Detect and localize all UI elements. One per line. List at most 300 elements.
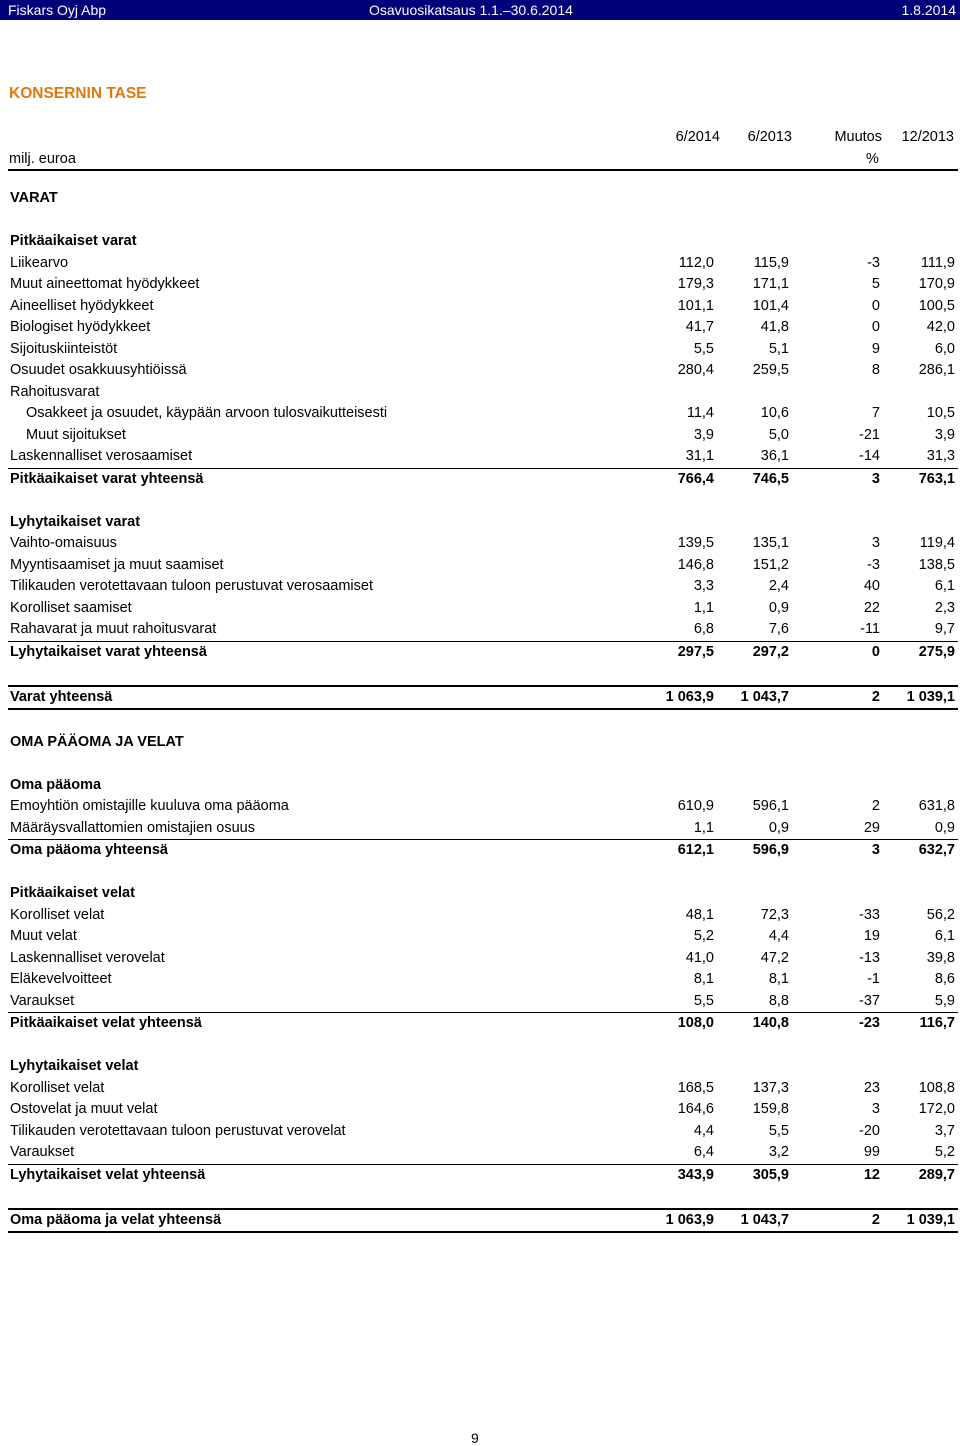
value-change-pct: 0 <box>871 297 880 314</box>
value-6-2013: 171,1 <box>752 276 789 292</box>
value-6-2014: 280,4 <box>677 362 714 378</box>
table-row <box>8 382 958 404</box>
value-6-2013: 0,9 <box>768 599 789 616</box>
value-6-2014: 1 063,9 <box>642 1209 717 1233</box>
value-6-2014: 5,2 <box>693 928 714 944</box>
value-6-2014: 1,1 <box>642 818 717 840</box>
value-6-2014: 343,9 <box>677 1166 714 1183</box>
value-change-pct: -1 <box>867 971 880 987</box>
row-label: Oma pääoma ja velat yhteensä <box>8 1209 642 1233</box>
row-label: Sijoituskiinteistöt <box>10 340 118 357</box>
table-row <box>8 1209 958 1233</box>
value-6-2013 <box>717 775 792 797</box>
value-6-2013: 8,8 <box>717 991 792 1013</box>
table-row <box>8 296 958 318</box>
row-label: Lyhytaikaiset varat yhteensä <box>10 643 207 660</box>
value-6-2014: 3,9 <box>693 426 714 443</box>
value-change-pct: -3 <box>867 556 880 573</box>
value-6-2014: 4,4 <box>693 1122 714 1139</box>
value-6-2013: 3,2 <box>717 1142 792 1164</box>
table-row <box>8 1099 958 1121</box>
value-12-2013: 286,1 <box>918 362 955 378</box>
table-row <box>8 339 958 361</box>
value-6-2014 <box>642 753 717 775</box>
row-label: Vaihto-omaisuus <box>10 535 117 551</box>
row-label: Muut sijoitukset <box>26 426 126 443</box>
value-6-2013 <box>717 382 792 404</box>
value-6-2013 <box>717 883 792 905</box>
balance-sheet-table <box>8 188 958 1233</box>
value-change-pct: 5 <box>871 276 880 292</box>
row-label: Tilikauden verotettavaan tuloon perustuvat verovelat <box>10 1122 346 1139</box>
value-6-2014: 108,0 <box>677 1015 714 1031</box>
value-6-2013 <box>717 862 792 884</box>
table-row <box>8 840 958 862</box>
value-change-pct <box>792 753 883 775</box>
value-12-2013: 6,1 <box>934 578 955 594</box>
value-change-pct <box>792 512 883 534</box>
table-row <box>8 948 958 970</box>
row-label <box>8 1186 642 1209</box>
table-row <box>8 231 958 253</box>
value-change-pct: 7 <box>871 405 880 421</box>
row-label: Oma pääoma yhteensä <box>10 842 168 858</box>
value-6-2013 <box>717 490 792 512</box>
value-6-2013 <box>717 1035 792 1057</box>
value-change-pct: 0 <box>871 643 880 660</box>
value-change-pct: 99 <box>792 1142 883 1164</box>
value-6-2014: 8,1 <box>693 971 714 987</box>
value-6-2014 <box>642 188 717 210</box>
table-row <box>8 188 958 210</box>
value-12-2013: 56,2 <box>926 906 955 923</box>
value-12-2013 <box>883 210 958 232</box>
table-row <box>8 686 958 710</box>
value-12-2013 <box>883 382 958 404</box>
value-6-2013: 5,5 <box>768 1122 789 1139</box>
value-12-2013: 31,3 <box>883 446 958 468</box>
row-label: Määräysvallattomien omistajien osuus <box>8 818 642 840</box>
value-6-2014: 112,0 <box>678 254 714 271</box>
row-label: Tilikauden verotettavaan tuloon perustuvat verosaamiset <box>10 578 373 594</box>
value-change-pct: 3 <box>871 1101 880 1117</box>
table-row <box>8 969 958 991</box>
column-header-percent: % <box>866 151 879 167</box>
value-change-pct: -23 <box>859 1015 880 1031</box>
value-6-2013 <box>717 188 792 210</box>
value-6-2013: 47,2 <box>760 949 789 966</box>
value-6-2013 <box>717 753 792 775</box>
value-6-2013: 259,5 <box>752 362 789 378</box>
row-label: Oma pääoma <box>10 776 102 793</box>
value-6-2014 <box>642 1035 717 1057</box>
column-header-6-2014: 6/2014 <box>675 129 720 145</box>
value-6-2014: 3,3 <box>693 578 714 594</box>
value-6-2013: 135,1 <box>752 535 789 551</box>
value-6-2014: 11,4 <box>686 405 714 421</box>
value-12-2013: 100,5 <box>918 297 955 314</box>
row-label: VARAT <box>10 190 58 206</box>
table-row <box>8 317 958 339</box>
value-6-2013: 101,4 <box>752 297 789 314</box>
value-6-2014: 610,9 <box>677 798 714 814</box>
value-12-2013: 631,8 <box>918 798 955 814</box>
column-header-6-2013: 6/2013 <box>747 129 792 145</box>
value-12-2013 <box>883 490 958 512</box>
value-12-2013: 42,0 <box>926 319 955 335</box>
value-change-pct: -20 <box>859 1122 880 1139</box>
value-12-2013: 2,3 <box>934 599 955 616</box>
row-label: Osuudet osakkuusyhtiöissä <box>10 362 187 378</box>
value-12-2013: 6,1 <box>934 928 955 944</box>
value-12-2013: 289,7 <box>918 1166 955 1183</box>
value-change-pct <box>792 883 883 905</box>
value-6-2014: 146,8 <box>677 556 714 573</box>
table-row <box>8 555 958 577</box>
value-change-pct: -11 <box>792 619 883 641</box>
value-12-2013 <box>883 709 958 732</box>
value-change-pct <box>792 188 883 210</box>
row-label <box>8 862 642 884</box>
value-6-2014: 297,5 <box>677 643 714 660</box>
value-6-2014: 164,6 <box>677 1101 714 1117</box>
value-12-2013 <box>883 1035 958 1057</box>
report-date: 1.8.2014 <box>901 2 956 18</box>
value-change-pct <box>792 382 883 404</box>
spacer-row <box>8 663 958 686</box>
value-12-2013 <box>883 775 958 797</box>
value-change-pct <box>792 775 883 797</box>
value-6-2013: 140,8 <box>752 1015 789 1031</box>
column-header-muutos: Muutos <box>834 129 882 145</box>
value-6-2013 <box>717 231 792 253</box>
value-12-2013: 632,7 <box>918 842 955 858</box>
value-6-2014: 48,1 <box>685 906 714 923</box>
value-6-2013 <box>717 512 792 534</box>
table-row <box>8 991 958 1013</box>
value-12-2013: 0,9 <box>883 818 958 840</box>
row-label: Lyhytaikaiset velat yhteensä <box>10 1166 206 1183</box>
value-6-2013: 72,3 <box>760 906 789 923</box>
value-12-2013: 275,9 <box>918 643 955 660</box>
table-row <box>8 576 958 598</box>
value-6-2014: 168,5 <box>677 1079 714 1096</box>
value-6-2013: 8,1 <box>768 971 789 987</box>
company-name: Fiskars Oyj Abp <box>8 2 107 18</box>
value-change-pct: 0 <box>871 319 880 335</box>
column-header-12-2013: 12/2013 <box>901 129 954 145</box>
value-12-2013 <box>883 883 958 905</box>
value-12-2013 <box>883 1056 958 1078</box>
spacer-row <box>8 753 958 775</box>
value-change-pct: 2 <box>871 798 880 814</box>
table-row <box>8 598 958 620</box>
value-6-2013: 151,2 <box>752 556 789 573</box>
value-6-2013 <box>717 663 792 686</box>
value-12-2013: 763,1 <box>918 470 955 487</box>
row-label <box>8 753 642 775</box>
value-change-pct: -33 <box>859 906 880 923</box>
row-label: Osakkeet ja osuudet, käypään arvoon tulosvaikutteisesti <box>26 405 388 421</box>
value-6-2014 <box>642 775 717 797</box>
table-row <box>8 274 958 296</box>
value-6-2014 <box>642 732 717 754</box>
value-12-2013: 3,9 <box>934 426 955 443</box>
table-row <box>8 641 958 663</box>
table-row <box>8 533 958 555</box>
value-6-2013 <box>717 1186 792 1209</box>
value-6-2014: 41,0 <box>685 949 714 966</box>
row-label: Eläkevelvoitteet <box>10 971 112 987</box>
row-label: OMA PÄÄOMA JA VELAT <box>10 733 184 750</box>
table-row <box>8 1078 958 1100</box>
value-12-2013 <box>883 1186 958 1209</box>
row-label: Muut aineettomat hyödykkeet <box>10 276 200 292</box>
spacer-row <box>8 490 958 512</box>
value-12-2013: 5,9 <box>883 991 958 1013</box>
table-row <box>8 468 958 490</box>
table-row <box>8 1142 958 1164</box>
value-6-2014: 139,5 <box>677 535 714 551</box>
table-row <box>8 1056 958 1078</box>
row-label: Pitkäaikaiset varat yhteensä <box>10 470 204 487</box>
value-12-2013 <box>883 231 958 253</box>
row-label: Varat yhteensä <box>8 686 642 710</box>
table-row <box>8 1121 958 1143</box>
row-label: Korolliset saamiset <box>10 599 132 616</box>
value-change-pct: 9 <box>871 340 880 357</box>
table-row <box>8 403 958 425</box>
value-change-pct <box>792 663 883 686</box>
value-6-2014: 5,5 <box>642 991 717 1013</box>
value-6-2013: 596,1 <box>752 798 789 814</box>
value-change-pct: 2 <box>792 686 883 710</box>
row-label <box>8 210 642 232</box>
value-6-2013: 159,8 <box>752 1101 789 1117</box>
value-change-pct <box>792 1035 883 1057</box>
table-row <box>8 1164 958 1186</box>
value-12-2013 <box>883 188 958 210</box>
value-12-2013 <box>883 663 958 686</box>
value-6-2013: 596,9 <box>752 842 789 858</box>
value-change-pct <box>792 490 883 512</box>
value-6-2014 <box>642 490 717 512</box>
value-12-2013: 116,7 <box>919 1015 955 1031</box>
value-6-2014 <box>642 512 717 534</box>
row-label: Varaukset <box>8 1142 642 1164</box>
value-12-2013: 1 039,1 <box>883 1209 958 1233</box>
value-change-pct: 23 <box>863 1079 880 1096</box>
row-label: Korolliset velat <box>10 906 105 923</box>
value-change-pct: -3 <box>867 254 880 271</box>
value-change-pct <box>792 732 883 754</box>
value-12-2013: 39,8 <box>926 949 955 966</box>
row-label: Lyhytaikaiset velat <box>10 1058 139 1074</box>
value-12-2013: 172,0 <box>918 1101 955 1117</box>
value-6-2013: 5,0 <box>768 426 789 443</box>
value-6-2013: 0,9 <box>717 818 792 840</box>
value-6-2013 <box>717 1056 792 1078</box>
table-row <box>8 512 958 534</box>
header-rule <box>8 169 958 171</box>
row-label <box>8 709 642 732</box>
value-6-2013 <box>717 709 792 732</box>
value-12-2013: 5,2 <box>883 1142 958 1164</box>
value-6-2013: 41,8 <box>760 319 789 335</box>
value-6-2014: 31,1 <box>642 446 717 468</box>
row-label: Pitkäaikaiset velat <box>10 885 135 901</box>
table-row <box>8 446 958 468</box>
table-row <box>8 905 958 927</box>
value-6-2013: 305,9 <box>752 1166 789 1183</box>
value-6-2014 <box>642 663 717 686</box>
value-6-2013: 10,6 <box>760 405 789 421</box>
value-6-2014: 6,8 <box>642 619 717 641</box>
value-6-2014 <box>642 883 717 905</box>
page-number: 9 <box>471 1430 479 1446</box>
value-change-pct: 22 <box>863 599 880 616</box>
row-label: Pitkäaikaiset velat yhteensä <box>10 1015 202 1031</box>
row-label: Muut velat <box>10 928 77 944</box>
value-12-2013: 108,8 <box>918 1079 955 1096</box>
value-6-2013: 1 043,7 <box>717 1209 792 1233</box>
value-6-2014: 1,1 <box>693 599 714 616</box>
value-6-2013: 115,9 <box>753 254 789 271</box>
value-12-2013: 8,6 <box>934 971 955 987</box>
value-6-2013: 36,1 <box>717 446 792 468</box>
value-change-pct <box>792 1186 883 1209</box>
value-6-2013: 297,2 <box>752 643 789 660</box>
row-label: Myyntisaamiset ja muut saamiset <box>10 556 224 573</box>
spacer-row <box>8 709 958 732</box>
value-change-pct: 29 <box>792 818 883 840</box>
spacer-row <box>8 210 958 232</box>
value-12-2013: 1 039,1 <box>883 686 958 710</box>
value-12-2013: 10,5 <box>926 405 955 421</box>
value-change-pct: 3 <box>871 470 880 487</box>
row-label: Emoyhtiön omistajille kuuluva oma pääoma <box>10 798 289 814</box>
value-change-pct: -21 <box>859 426 880 443</box>
row-label <box>8 663 642 686</box>
value-6-2014 <box>642 862 717 884</box>
row-label: Aineelliset hyödykkeet <box>10 297 154 314</box>
value-change-pct: 8 <box>871 362 880 378</box>
table-row <box>8 818 958 840</box>
value-12-2013 <box>883 753 958 775</box>
value-6-2014 <box>642 210 717 232</box>
table-row <box>8 926 958 948</box>
value-change-pct <box>792 862 883 884</box>
table-row <box>8 1013 958 1035</box>
value-12-2013 <box>883 732 958 754</box>
value-6-2014 <box>642 709 717 732</box>
value-change-pct <box>792 1056 883 1078</box>
row-label <box>8 1035 642 1057</box>
table-row <box>8 796 958 818</box>
row-label: Varaukset <box>8 991 642 1013</box>
row-label: Liikearvo <box>10 254 69 271</box>
value-12-2013: 111,9 <box>920 254 955 271</box>
value-change-pct: 12 <box>863 1166 880 1183</box>
table-row <box>8 253 958 275</box>
row-label: Lyhytaikaiset varat <box>10 513 141 530</box>
row-label: Rahavarat ja muut rahoitusvarat <box>8 619 642 641</box>
value-change-pct: 3 <box>871 535 880 551</box>
value-6-2013: 4,4 <box>768 928 789 944</box>
value-change-pct: 19 <box>863 928 880 944</box>
value-6-2014 <box>642 1186 717 1209</box>
value-12-2013: 138,5 <box>918 556 955 573</box>
value-6-2014: 179,3 <box>677 276 714 292</box>
value-6-2013: 746,5 <box>752 470 789 487</box>
spacer-row <box>8 1035 958 1057</box>
value-change-pct <box>792 709 883 732</box>
value-change-pct: 40 <box>863 578 880 594</box>
table-row <box>8 360 958 382</box>
value-12-2013: 9,7 <box>883 619 958 641</box>
value-change-pct <box>792 231 883 253</box>
spacer-row <box>8 1186 958 1209</box>
row-label <box>8 490 642 512</box>
value-6-2014 <box>642 231 717 253</box>
value-6-2013: 2,4 <box>768 578 789 594</box>
page-title: KONSERNIN TASE <box>9 85 147 102</box>
value-6-2014: 612,1 <box>677 842 714 858</box>
value-change-pct: -14 <box>792 446 883 468</box>
value-12-2013: 119,4 <box>919 535 955 551</box>
unit-label: milj. euroa <box>9 151 76 167</box>
value-6-2013 <box>717 210 792 232</box>
value-12-2013 <box>883 862 958 884</box>
row-label: Laskennalliset verovelat <box>10 949 165 966</box>
value-6-2014 <box>642 1056 717 1078</box>
value-change-pct <box>792 210 883 232</box>
spacer-row <box>8 862 958 884</box>
value-12-2013: 170,9 <box>918 276 955 292</box>
value-12-2013 <box>883 512 958 534</box>
row-label: Rahoitusvarat <box>10 383 100 400</box>
value-change-pct: -37 <box>792 991 883 1013</box>
value-6-2014 <box>642 382 717 404</box>
value-6-2014: 41,7 <box>685 319 714 335</box>
table-row <box>8 619 958 641</box>
row-label: Biologiset hyödykkeet <box>10 319 151 335</box>
report-header-bar <box>0 0 960 20</box>
value-6-2014: 101,1 <box>677 297 714 314</box>
table-row <box>8 425 958 447</box>
value-6-2014: 6,4 <box>642 1142 717 1164</box>
table-row <box>8 732 958 754</box>
value-6-2013: 5,1 <box>768 340 789 357</box>
value-6-2014: 5,5 <box>693 340 714 357</box>
value-6-2014: 766,4 <box>677 470 714 487</box>
row-label: Pitkäaikaiset varat <box>10 233 137 249</box>
value-6-2014: 1 063,9 <box>642 686 717 710</box>
value-change-pct: 2 <box>792 1209 883 1233</box>
table-row <box>8 883 958 905</box>
value-6-2013: 7,6 <box>717 619 792 641</box>
value-12-2013: 6,0 <box>934 340 955 357</box>
value-6-2013: 1 043,7 <box>717 686 792 710</box>
value-change-pct: 3 <box>871 842 880 858</box>
row-label: Ostovelat ja muut velat <box>10 1101 158 1117</box>
report-title: Osavuosikatsaus 1.1.–30.6.2014 <box>369 2 573 18</box>
row-label: Laskennalliset verosaamiset <box>8 446 642 468</box>
value-6-2013: 137,3 <box>752 1079 789 1096</box>
value-change-pct: -13 <box>859 949 880 966</box>
value-6-2013 <box>717 732 792 754</box>
row-label: Korolliset velat <box>10 1079 105 1096</box>
